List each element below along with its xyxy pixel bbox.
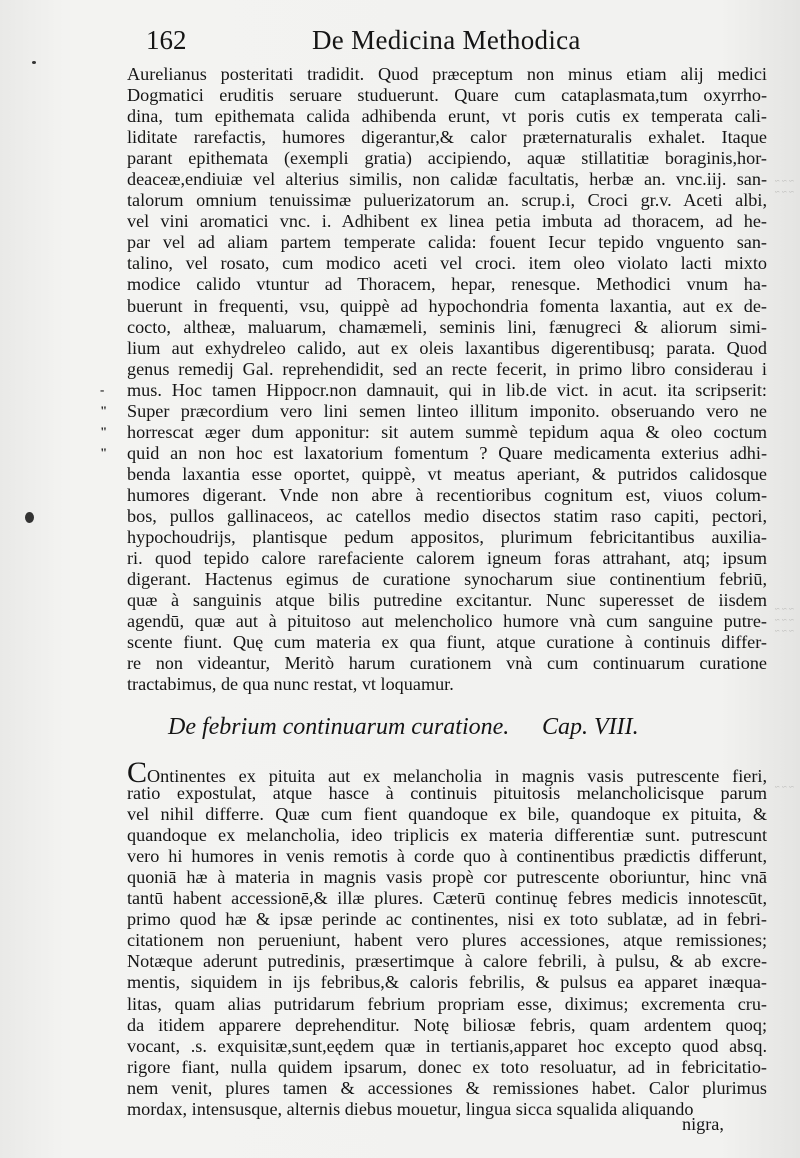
text-line: quandoque ex melancholia, ideo triplicis ex materia differentiæ sunt. putrescunt — [127, 825, 767, 846]
text-line: liditate rarefactis, humores digerantur,& calor præternaturalis exhalet. Itaque — [127, 127, 767, 148]
text-line: quid an non hoc est laxatorium fomentum ? Quare medicamenta exterius adhi- — [127, 442, 767, 463]
chapter-heading — [168, 712, 768, 742]
page-number: 162 — [146, 25, 187, 55]
text-line: Aurelianus posteritati tradidit. Quod præceptum non minus etiam alij medici — [127, 64, 767, 84]
text-line: tractabimus, de qua nunc restat, vt loquamur. — [127, 674, 454, 695]
text-line: Notæque aderunt putredinis, præsertimque à calore febrili, à pulsu, & ab excre- — [127, 951, 767, 972]
text-line: ri. quod tepido calore rarefaciente calorem igneum foras attrahant, atq; ipsum — [127, 548, 767, 569]
text-line: da itidem apparere deprehenditur. Notę biliosæ febris, quam ardentem quoq; — [127, 1014, 767, 1035]
text-line: rigore fiant, nulla quidem ipsarum, donec ex toto resoluatur, ad in febricitatio- — [127, 1056, 767, 1077]
margin-mark: " — [100, 403, 108, 419]
body-text-upper — [127, 64, 767, 695]
text-line: vero hi humores in venis remotis à corde quo à continentibus prædictis differunt, — [127, 846, 767, 867]
text-line: mus. Hoc tamen Hippocr.non damnauit, qui in lib.de vict. in acut. ita scripserit: — [127, 379, 767, 400]
text-line: quæ à sanguinis atque bilis putredine excitantur. Nunc superesset de iisdem — [127, 590, 767, 611]
ink-spot — [25, 512, 34, 523]
text-line: litas, quam alias putridarum febrium propriam esse, diximus; excrementa cru- — [127, 993, 767, 1014]
text-line: talorum omnium tenuissimæ puluerizatorum an. scrup.i, Croci gr.v. Aceti albi, — [127, 190, 767, 211]
text-line: re non videantur, Meritò harum curationem vnà cum continuarum curatione — [127, 653, 767, 674]
margin-mark: - — [100, 382, 105, 397]
text-line: quoniā hæ à materia in magnis vasis propè cor putrescente oboriuntur, hinc vnā — [127, 867, 767, 888]
text-line: mentis, siquidem in ijs febribus,& caloris febrilis, & pulsus ea apparet inæqua- — [127, 972, 767, 993]
text-line: scente fiunt. Quę cum materia ex qua fiunt, atque curatione à continuis differ- — [127, 632, 767, 653]
show-through-margin-note: ~ ~ ~ — [774, 782, 794, 792]
text-line: talino, vel rosato, cum modico aceti vel croci. item oleo violato lacti mixto — [127, 253, 767, 274]
text-line: lium aut exhydreleo calido, aut ex oleis laxantibus digerentibusq; parata. Quod — [127, 337, 767, 358]
text-line: humores digerant. Vnde non abre à recentioribus cognitum est, viuos colum- — [127, 484, 767, 505]
ink-spot — [32, 61, 36, 64]
text-line: parant epithemata (exempli gratia) accipiendo, aquæ stillatitiæ boraginis,hor- — [127, 148, 767, 169]
text-line: mordax, intensusque, alternis diebus mouetur, lingua sicca squalida aliquando — [127, 1098, 694, 1119]
text-line: ratio expostulat, atque hasce à continuis pituitosis melancholicisque parum — [127, 783, 767, 804]
text-line: Super præcordium vero lini semen linteo illitum imponito. obseruando vero ne — [127, 400, 767, 421]
catchword: nigra, — [682, 1114, 724, 1134]
text-line: horrescat æger dum apponitur: sit autem summè tepidum aqua & oleo coctum — [127, 421, 767, 442]
text-line: digerant. Hactenus egimus de curatione synocharum siue continentium febriū, — [127, 569, 767, 590]
text-line: nem venit, plures tamen & accessiones & remissiones habet. Calor plurimus — [127, 1077, 767, 1098]
chapter-title: De febrium continuarum curatione. — [168, 714, 510, 740]
body-text-lower — [127, 756, 767, 1120]
text-line: par vel ad aliam partem temperate calida: fouent Iecur tepido vnguento san- — [127, 232, 767, 253]
margin-mark: " — [100, 445, 108, 461]
text-line: hypochoudrijs, plantisque pedum appositos, plurimum febricitantibus auxilia- — [127, 527, 767, 548]
text-line: vel nihil differre. Quæ cum fient quandoque ex bile, quandoque ex pituita, & — [127, 804, 767, 825]
text-line: dina, tum epithemata calida adhibenda erunt, vt poris cutis ex temperata cali- — [127, 106, 767, 127]
running-title: De Medicina Methodica — [312, 25, 581, 55]
text-line: benda laxantia esse oportet, quippè, vt meatus aperiant, & putridos calidosque — [127, 463, 767, 484]
text-line-content: Ontinentes ex pituita aut ex melancholia in magnis vasis putrescente fieri, — [147, 766, 767, 786]
text-line: bos, pullos gallinaceos, ac catellos medio disectos statim raso capiti, pectori, — [127, 505, 767, 526]
text-line: cocto, altheæ, maluarum, chamæmeli, seminis lini, fænugreci & aliorum simi- — [127, 316, 767, 337]
text-line — [127, 756, 767, 789]
drop-capital: C — [127, 756, 148, 789]
text-line: vocant, .s. exquisitæ,sunt,eędem quæ in tertianis,apparet hoc excepto quod absq. — [127, 1035, 767, 1056]
page-header — [146, 22, 616, 58]
chapter-number: Cap. VIII. — [542, 714, 639, 740]
text-line: genus remedij Gal. reprehendidit, sed an recte fecerit, in primo libro considerau i — [127, 358, 767, 379]
text-line: buerunt in frequenti, vsu, quippè ad hypochondria fomenta laxantia, aut ex de- — [127, 295, 767, 316]
margin-mark: " — [100, 424, 108, 440]
quotation-margin-marks — [100, 379, 107, 463]
text-line: vel vini aromatici vnc. i. Adhibent ex linea petia imbuta ad thoracem, ad he- — [127, 211, 767, 232]
text-line: agendū, quæ aut à pituitoso aut melencholico humore vnà cum sanguine putre- — [127, 611, 767, 632]
text-line: citationem non perueniunt, habent vero plures accessiones, atque remissiones; — [127, 930, 767, 951]
text-line: tantū habent accessionē,& illæ plures. Cæterū continuę febres medicis innotescūt, — [127, 888, 767, 909]
text-line: deaceæ,endiuiæ vel alterius similis, non calidæ facultatis, herbæ an. vnc.iij. san- — [127, 169, 767, 190]
text-line: modice calido vtuntur ad Thoracem, hepar, renesque. Methodici vnum ha- — [127, 274, 767, 295]
show-through-margin-note: ~ ~ ~ ~ ~ ~ — [774, 176, 794, 197]
show-through-margin-note: ~ ~ ~ ~ ~ ~ ~ ~ ~ — [774, 604, 794, 636]
text-line: primo quod hæ & ipsæ perinde ac continentes, nisi ex toto sublatæ, ad in febri- — [127, 909, 767, 930]
text-line: Dogmatici eruditis seruare studuerunt. Quare cum cataplasmata,tum oxyrrho- — [127, 85, 767, 106]
